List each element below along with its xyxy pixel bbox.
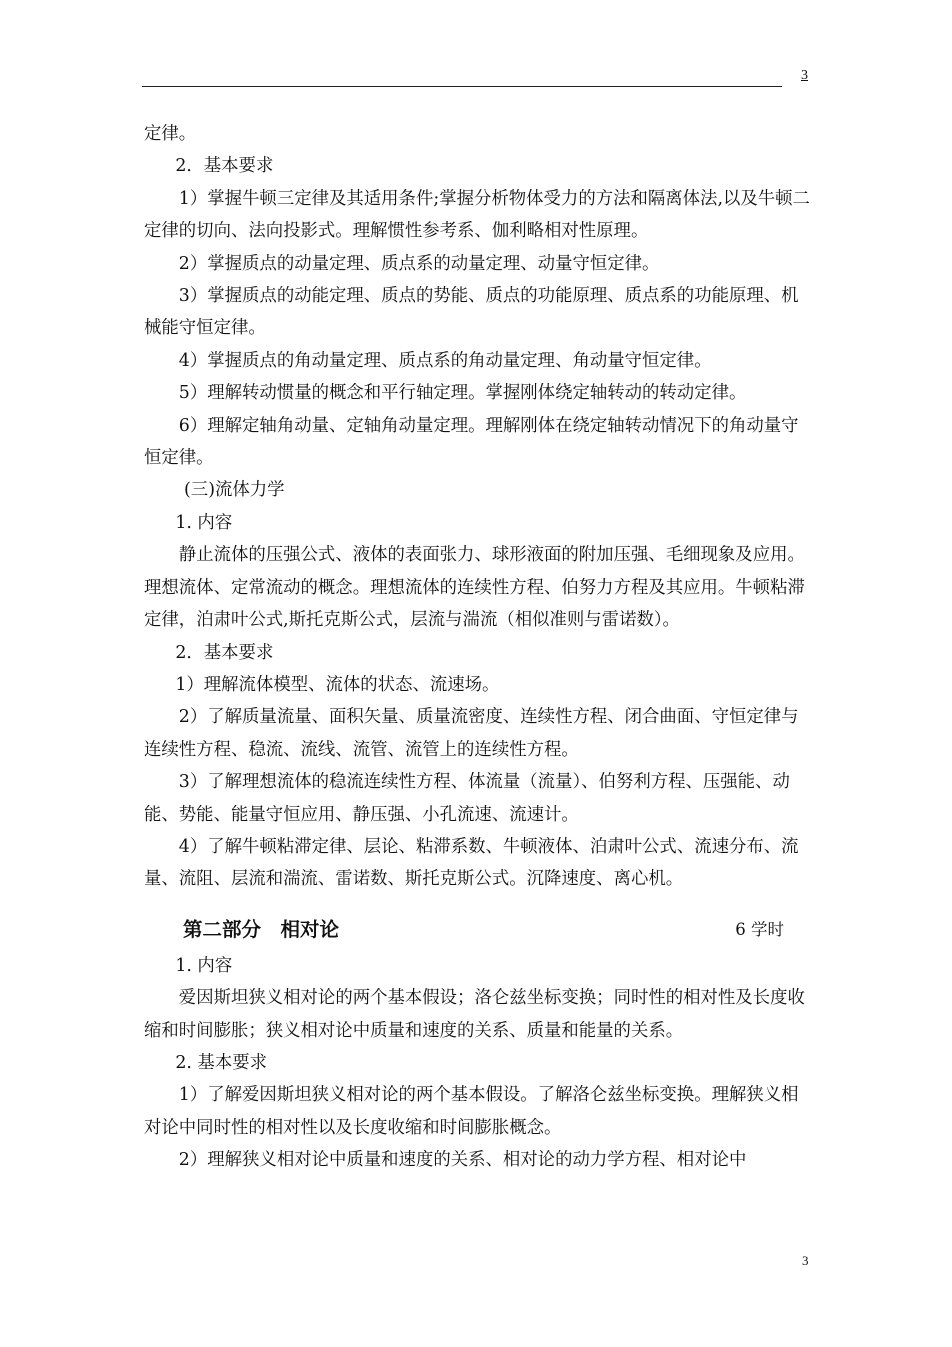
paragraph: 3）掌握质点的动能定理、质点的势能、质点的功能原理、质点系的功能原理、机械能守恒定律。: [144, 286, 799, 339]
paragraph: 爱因斯坦狭义相对论的两个基本假设；洛仑兹坐标变换；同时性的相对性及长度收缩和时间膨胀；狭义相对论中质量和速度的关系、质量和能量的关系。: [144, 988, 805, 1041]
paragraph: 1）理解流体模型、流体的状态、流速场。: [175, 674, 500, 695]
section-hours: 6 学时: [735, 919, 784, 939]
paragraph: 1）了解爱因斯坦狭义相对论的两个基本假设。了解洛仑兹坐标变换。理解狭义相对论中同时性的相对性以及长度收缩和时间膨胀概念。: [144, 1085, 799, 1138]
paragraph: 6）理解定轴角动量、定轴角动量定理。理解刚体在绕定轴转动情况下的角动量守恒定律。: [144, 415, 799, 469]
paragraph: 3）了解理想流体的稳流连续性方程、体流量（流量）、伯努利方程、压强能、动能、势能、能量守恒应用、静压强、小孔流速、流速计。: [144, 772, 790, 825]
subsection-heading: (三)流体力学: [184, 480, 285, 501]
paragraph: 4）掌握质点的角动量定理、质点系的角动量定理、角动量守恒定律。: [178, 350, 712, 371]
paragraph: 5）理解转动惯量的概念和平行轴定理。掌握刚体绕定轴转动的转动定律。: [178, 383, 747, 404]
paragraph: 2）掌握质点的动量定理、质点系的动量定理、动量守恒定律。: [178, 253, 660, 274]
paragraph: 1. 内容: [175, 955, 233, 976]
paragraph: 1. 内容: [175, 512, 233, 533]
body-text: [144, 118, 812, 1177]
paragraph: 2）理解狭义相对论中质量和速度的关系、相对论的动力学方程、相对论中: [178, 1150, 747, 1171]
paragraph: 1）掌握牛顿三定律及其适用条件;掌握分析物体受力的方法和隔离体法,以及牛顿二定律的切向、法向投影式。理解惯性参考系、伽利略相对性原理。: [144, 188, 810, 242]
header-rule: [142, 86, 782, 87]
paragraph: 2）了解质量流量、面积矢量、质量流密度、连续性方程、闭合曲面、守恒定律与连续性方程、稳流、流线、流管、流管上的连续性方程。: [144, 707, 799, 760]
paragraph: 2．基本要求: [175, 642, 274, 663]
paragraph: 2．基本要求: [175, 156, 274, 177]
paragraph: 2. 基本要求: [175, 1052, 267, 1073]
section-heading: [144, 910, 812, 950]
paragraph: 4）了解牛顿粘滞定律、层论、粘滞系数、牛顿液体、泊肃叶公式、流速分布、流量、流阻、层流和湍流、雷诺数、斯托克斯公式。沉降速度、离心机。: [144, 836, 799, 890]
header-page-number: 3: [801, 68, 808, 83]
section-title: 第二部分 相对论: [183, 917, 340, 941]
paragraph: 定律。: [144, 124, 197, 144]
paragraph: 静止流体的压强公式、液体的表面张力、球形液面的附加压强、毛细现象及应用。理想流体、定常流动的概念。理想流体的连续性方程、伯努力方程及其应用。牛顿粘滞定律，泊肃叶公式,斯托克斯公式，层流与湍流（相似准则与雷诺数）。: [144, 545, 805, 631]
footer-page-number: 3: [802, 1253, 809, 1268]
